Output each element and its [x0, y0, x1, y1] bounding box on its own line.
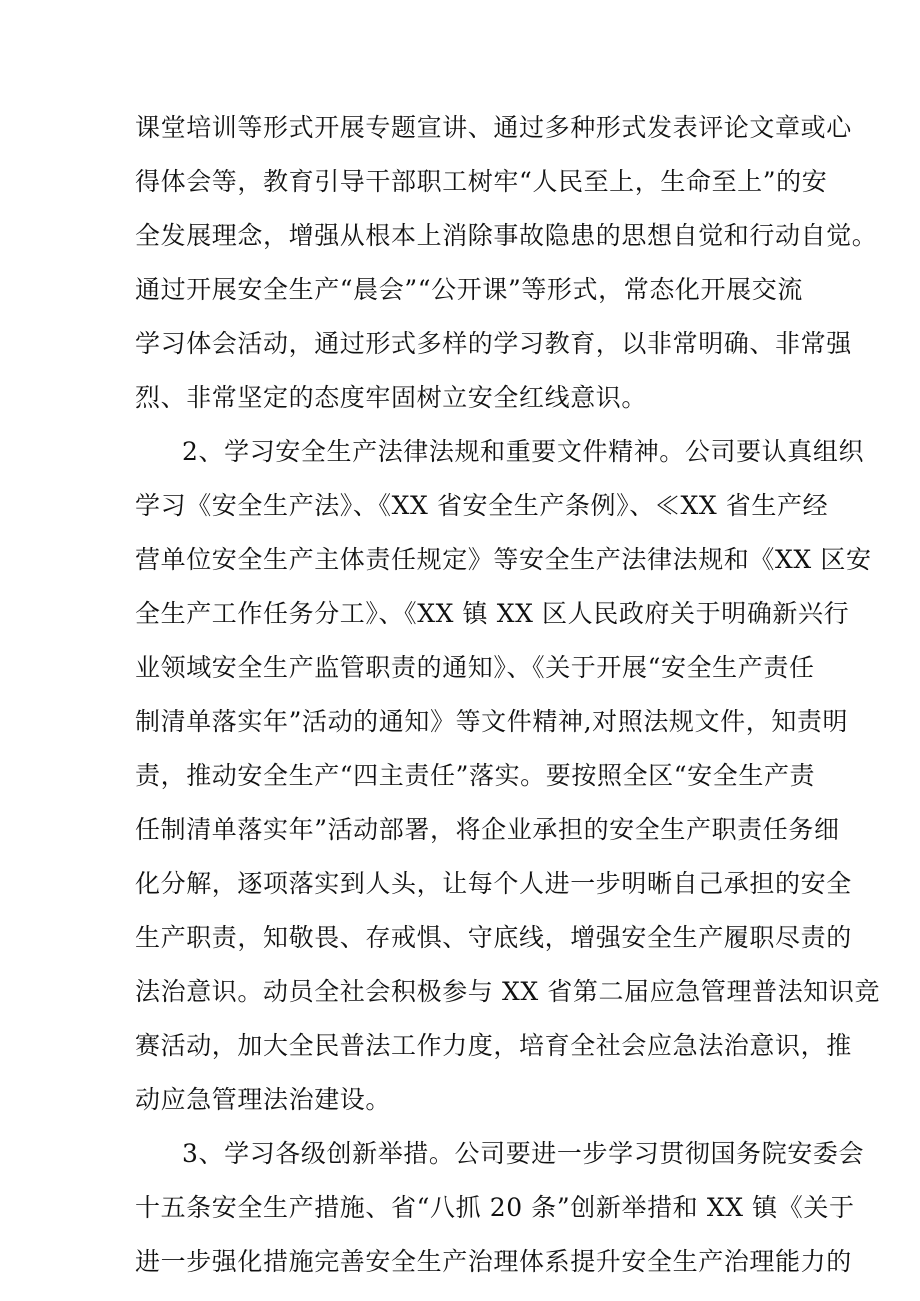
paragraph-start-line: 3、学习各级创新举措。公司要进一步学习贯彻国务院安委会 — [182, 1139, 865, 1168]
text-line: 任制清单落实年”活动部署，将企业承担的安全生产职责任务细 — [135, 815, 840, 844]
text-line: 生产职责，知敬畏、存戒惧、守底线，增强安全生产履职尽责的 — [135, 923, 852, 952]
text-line: 全发展理念，增强从根本上消除事故隐患的思想自觉和行动自觉。 — [135, 221, 878, 250]
text-line: 法治意识。动员全社会积极参与 XX 省第二届应急管理普法知识竞 — [135, 977, 881, 1006]
text-line: 学习体会活动，通过形式多样的学习教育，以非常明确、非常强 — [135, 329, 852, 358]
text-line: 得体会等，教育引导干部职工树牢“人民至上，生命至上”的安 — [135, 167, 828, 196]
text-line: 通过开展安全生产“晨会”“公开课”等形式，常态化开展交流 — [135, 275, 803, 304]
text-line: 烈、非常坚定的态度牢固树立安全红线意识。 — [135, 383, 648, 412]
text-line: 学习《安全生产法》、《XX 省安全生产条例》、≪XX 省生产经 — [135, 491, 829, 520]
text-line: 业领域安全生产监管职责的通知》、《关于开展“安全生产责任 — [135, 653, 815, 682]
text-line: 动应急管理法治建设。 — [135, 1085, 392, 1114]
text-line: 全生产工作任务分工》、《XX 镇 XX 区人民政府关于明确新兴行 — [135, 599, 850, 628]
text-line: 进一步强化措施完善安全生产治理体系提升安全生产治理能力的 — [135, 1247, 852, 1276]
paragraph-start-line: 2、学习安全生产法律法规和重要文件精神。公司要认真组织 — [182, 437, 865, 466]
text-line: 责，推动安全生产“四主责任”落实。要按照全区“安全生产责 — [135, 761, 816, 790]
text-line: 赛活动，加大全民普法工作力度，培育全社会应急法治意识，推 — [135, 1031, 852, 1060]
text-line: 化分解，逐项落实到人头，让每个人进一步明晰自己承担的安全 — [135, 869, 852, 898]
text-line: 课堂培训等形式开展专题宣讲、通过多种形式发表评论文章或心 — [135, 113, 852, 142]
text-line: 十五条安全生产措施、省“八抓 20 条”创新举措和 XX 镇《关于 — [135, 1193, 855, 1222]
text-line: 制清单落实年”活动的通知》等文件精神,对照法规文件，知责明 — [135, 707, 849, 736]
text-line: 营单位安全生产主体责任规定》等安全生产法律法规和《XX 区安 — [135, 545, 872, 574]
